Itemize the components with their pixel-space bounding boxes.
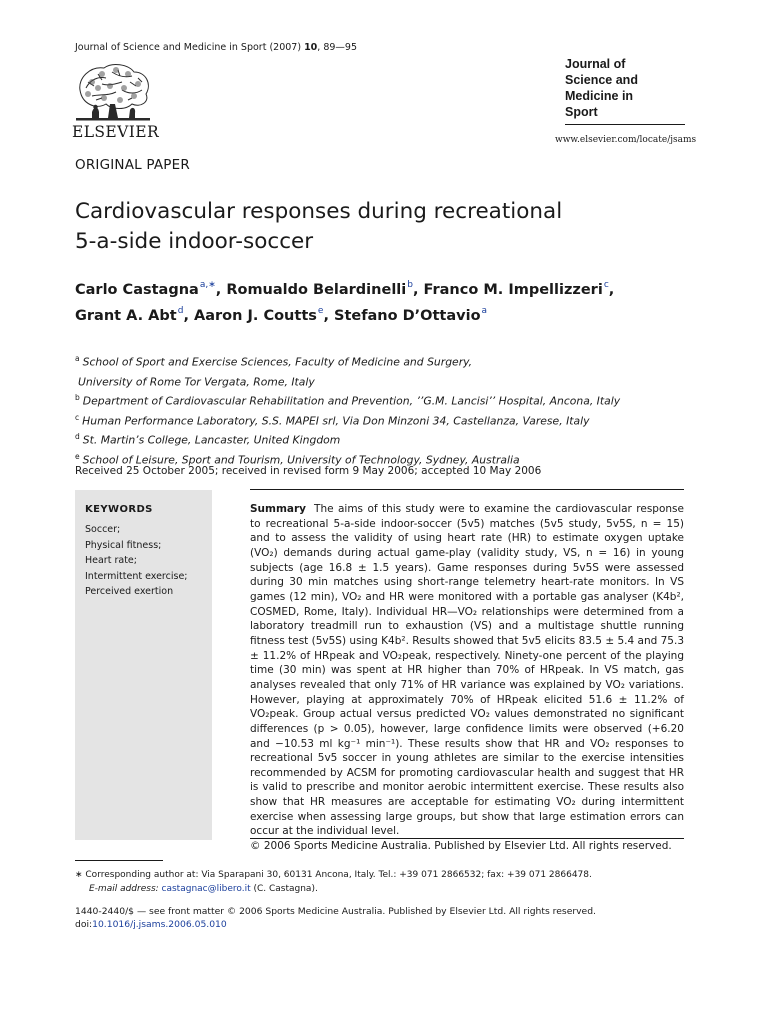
paper-title-line: Cardiovascular responses during recreational	[75, 199, 563, 224]
affiliation-mark: d	[75, 432, 80, 442]
abstract	[250, 502, 684, 854]
author-affiliation-mark[interactable]: a	[481, 305, 488, 316]
corresponding-author-note: ∗ Corresponding author at: Via Sparapani 30, 60131 Ancona, Italy. Tel.: +39 071 2866532; fax: +39 071 2866478.	[75, 870, 592, 880]
keyword-item: Heart rate;	[85, 555, 137, 566]
affiliation-mark: b	[75, 393, 80, 403]
abstract-bottom-rule	[250, 838, 684, 839]
journal-title-line: Science and	[565, 73, 638, 87]
affiliation-mark: c	[75, 412, 80, 422]
author-separator: ,	[608, 281, 615, 298]
author-separator: ,	[183, 307, 195, 324]
affiliation-text: Human Performance Laboratory, S.S. MAPEI srl, Via Don Minzoni 34, Castellanza, Varese, Italy	[82, 414, 590, 428]
email-link[interactable]: castagnac@libero.it	[161, 883, 251, 894]
keyword-item: Physical fitness;	[85, 539, 162, 551]
abstract-top-rule	[250, 489, 684, 490]
affiliation-item	[75, 390, 715, 410]
doi-link[interactable]: 10.1016/j.jsams.2006.05.010	[92, 919, 227, 930]
author-affiliation-mark[interactable]: e	[317, 305, 324, 316]
elsevier-logo	[72, 60, 160, 141]
affiliation-item	[75, 410, 715, 430]
journal-title-line: Sport	[565, 105, 598, 119]
email-label: E-mail address:	[89, 883, 162, 894]
affiliation-mark: e	[75, 451, 80, 461]
email-suffix: (C. Castagna).	[250, 883, 318, 894]
section-label: ORIGINAL PAPER	[75, 157, 190, 173]
affiliation-text: Department of Cardiovascular Rehabilitation and Prevention, ’’G.M. Lancisi’’ Hospital, Ancona, Italy	[82, 394, 621, 408]
abstract-body: The aims of this study were to examine the cardiovascular response to recreational 5-a-side indoor-soccer (5v5) matches (5v5 study, 5v5S, n = 15) and to assess the validity of using heart rate (HR) to estimate oxygen uptake (VO₂) demands during actual game-play (validity study, VS, n = 16) in young subjects (age 16.8 ± 1.5 years). Game responses during 5v5S were assessed during 30 min matches using short-range telemetry heart-rate monitors. In VS games (12 min), VO₂ and HR were monitored with a portable gas analyser (K4b², COSMED, Rome, Italy). Individual HR—VO₂ relationships were determined from a laboratory treadmill run to exhaustion (VS) and a multistage shuttle running fitness test (5v5S) using K4b². Results showed that 5v5 elicits 83.5 ± 5.4 and 75.3 ± 11.2% of HRpeak and VO₂peak, respectively. Ninety-one percent of the playing time (30 min) was spent at HR higher than 70% of HRpeak. In VS match, gas analyses revealed that only 71% of HR variance was explained by VO₂ variations. However, playing at approximately 70% of HRpeak elicited 51.6 ± 11.2% of VO₂peak. Group actual versus predicted VO₂ values demonstrated no significant differences (p > 0.05), however, large confidence limits were observed (+6.20 and −10.53 ml kg⁻¹ min⁻¹). These results show that HR and VO₂ responses to recreational 5v5 soccer in young athletes are similar to the exercise intensities recommended by ACSM for promoting cardiovascular health and suggest that HR is valid to prescribe and monitor aerobic intermittent exercise. These results also show that HR measures are acceptable for estimating VO₂ during intermittent exercise when assessing large groups, but show that large estimation errors can occur at the individual level.	[250, 503, 684, 838]
affiliation-item	[75, 351, 715, 371]
received-dates: Received 25 October 2005; received in revised form 9 May 2006; accepted 10 May 2006	[75, 465, 542, 477]
abstract-copyright: © 2006 Sports Medicine Australia. Published by Elsevier Ltd. All rights reserved.	[250, 840, 672, 853]
author-name: Grant A. Abt	[75, 307, 177, 324]
author-affiliation-mark[interactable]: a,∗	[199, 280, 216, 290]
author-name: Aaron J. Coutts	[194, 307, 317, 324]
journal-pages: , 89—95	[317, 42, 358, 53]
author-separator: ,	[215, 281, 227, 298]
keywords-title: KEYWORDS	[85, 504, 153, 515]
email-line	[75, 883, 715, 897]
affiliation-text: University of Rome Tor Vergata, Rome, Italy	[78, 375, 315, 389]
keywords-box	[75, 490, 212, 840]
abstract-lead: Summary	[250, 503, 307, 515]
journal-volume: 10	[304, 42, 318, 53]
author-name: Romualdo Belardinelli	[226, 281, 407, 298]
keyword-item: Perceived exertion	[85, 586, 174, 597]
footnote	[75, 869, 715, 896]
affiliation-text: School of Sport and Exercise Sciences, Faculty of Medicine and Surgery,	[82, 355, 473, 369]
author-separator: ,	[323, 307, 334, 324]
publisher-logo-text: ELSEVIER	[72, 123, 160, 141]
doi-line	[75, 918, 596, 931]
affiliation-mark: a	[75, 354, 80, 363]
keyword-item: Intermittent exercise;	[85, 570, 188, 582]
front-matter-line: 1440-2440/$ — see front matter © 2006 Sports Medicine Australia. Published by Elsevier Ltd. All rights reserved.	[75, 906, 596, 917]
author-name: Carlo Castagna	[75, 281, 199, 298]
author-line	[75, 275, 695, 301]
doi-prefix: doi:	[75, 919, 93, 930]
author-affiliation-mark[interactable]: c	[603, 280, 609, 290]
author-separator: ,	[412, 281, 424, 298]
paper-title	[75, 197, 695, 257]
author-line	[75, 301, 695, 327]
author-affiliation-mark[interactable]: d	[177, 305, 184, 316]
affiliation-item	[75, 371, 715, 391]
journal-citation	[75, 42, 357, 53]
journal-title-box	[565, 56, 685, 125]
journal-url[interactable]: www.elsevier.com/locate/jsams	[555, 135, 697, 145]
affiliation-text: St. Martin’s College, Lancaster, United Kingdom	[82, 433, 341, 447]
issn-block	[75, 905, 596, 931]
journal-title-line: Journal of	[565, 57, 626, 71]
journal-title-line: Medicine in	[565, 89, 634, 103]
author-affiliation-mark[interactable]: b	[407, 280, 413, 290]
author-name: Stefano D’Ottavio	[334, 307, 481, 324]
journal-citation-text: Journal of Science and Medicine in Sport (2007)	[75, 42, 305, 53]
affiliation-item	[75, 429, 715, 449]
affiliation-text: School of Leisure, Sport and Tourism, University of Technology, Sydney, Australia	[82, 453, 520, 467]
footnote-rule	[75, 860, 163, 861]
author-list	[75, 275, 695, 327]
author-name: Franco M. Impellizzeri	[423, 281, 603, 298]
elsevier-tree-icon	[72, 60, 154, 122]
paper-title-line: 5-a-side indoor-soccer	[75, 229, 314, 254]
keyword-item: Soccer;	[85, 524, 121, 535]
affiliation-list	[75, 351, 715, 469]
